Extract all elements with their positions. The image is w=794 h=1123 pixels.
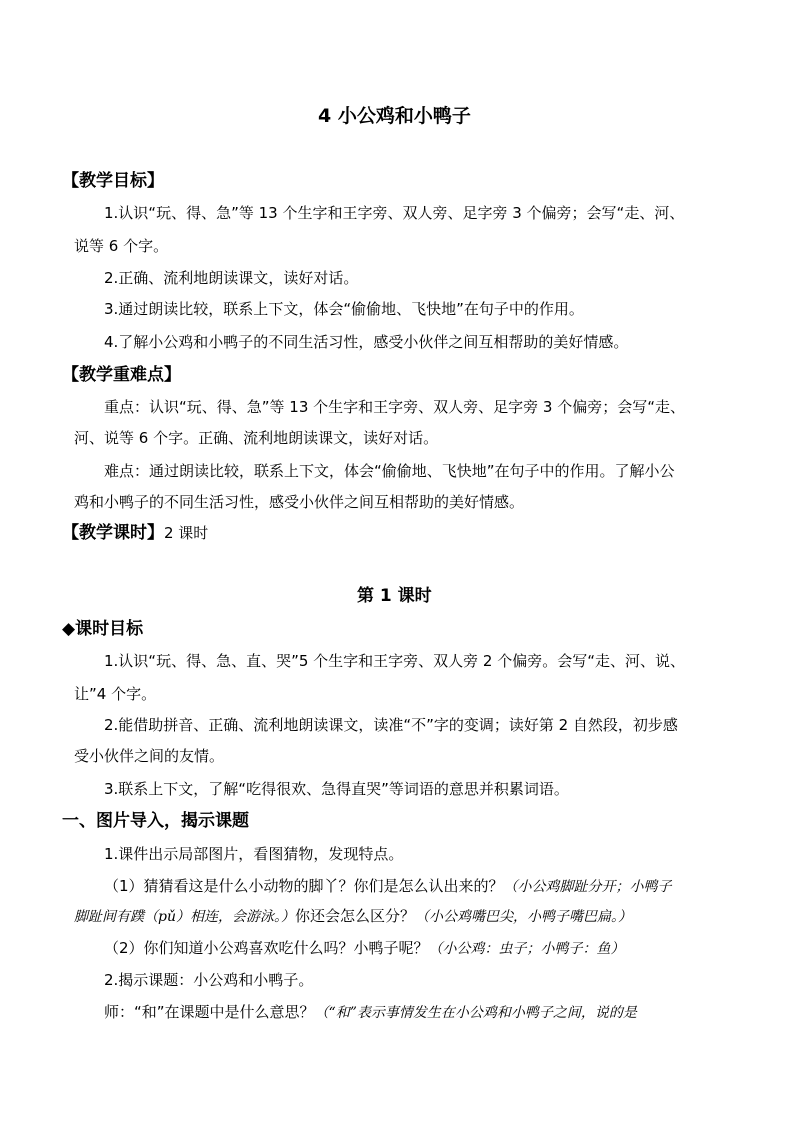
- objectives-heading: 【教学目标】: [62, 171, 164, 191]
- part1-step: 1.课件出示局部图片，看图猜物，发现特点。: [104, 845, 404, 863]
- period-goal-line: 让”4 个字。: [74, 685, 157, 703]
- answer-note: 脚趾间有蹼（pǔ）相连，会游泳。）: [74, 909, 295, 925]
- objective-item: 3.通过朗读比较，联系上下文，体会“偷偷地、飞快地”在句子中的作用。: [104, 300, 584, 318]
- question-line: [104, 876, 672, 897]
- objective-item: 1.认识“玩、得、急”等 13 个生字和王字旁、双人旁、足字旁 3 个偏旁；会写“走、河、: [104, 204, 685, 222]
- objective-item: 2.正确、流利地朗读课文，读好对话。: [104, 269, 359, 287]
- question-line: [74, 906, 632, 927]
- key-point-line: 鸡和小鸭子的不同生活习性，感受小伙伴之间互相帮助的美好情感。: [74, 493, 525, 511]
- answer-note: （小公鸡：虫子；小鸭子：鱼）: [428, 941, 625, 957]
- key-point-line: 河、说等 6 个字。正确、流利地朗读课文，读好对话。: [74, 429, 439, 447]
- objective-item: 说等 6 个字。: [74, 237, 169, 255]
- question-text: 你还会怎么区分？: [294, 907, 415, 925]
- hours-line: [62, 522, 208, 544]
- answer-note: （小公鸡脚趾分开；小鸭子: [503, 879, 672, 895]
- question-text: （1）猜猜看这是什么小动物的脚丫？你们是怎么认出来的？: [104, 877, 504, 895]
- question-line: [104, 938, 625, 959]
- teacher-line: [104, 1002, 637, 1023]
- hours-heading: 【教学课时】: [62, 523, 164, 543]
- answer-note: （小公鸡嘴巴尖，小鸭子嘴巴扁。）: [415, 909, 632, 925]
- period-goal-line: 受小伙伴之间的友情。: [74, 747, 225, 765]
- period-goal-line: 1.认识“玩、得、急、直、哭”5 个生字和王字旁、双人旁 2 个偏旁。会写“走、河、说、: [104, 652, 686, 670]
- period-goals-heading: ◆课时目标: [62, 619, 144, 639]
- period-title: 第 1 课时: [357, 586, 432, 606]
- question-text: （2）你们知道小公鸡喜欢吃什么吗？小鸭子呢？: [104, 939, 429, 957]
- part1-step: 2.揭示课题：小公鸡和小鸭子。: [104, 971, 314, 989]
- objective-item: 4.了解小公鸡和小鸭子的不同生活习性，感受小伙伴之间互相帮助的美好情感。: [104, 333, 629, 351]
- key-points-heading: 【教学重难点】: [62, 365, 181, 385]
- lesson-title: 4 小公鸡和小鸭子: [318, 105, 471, 127]
- answer-note: （“和”表示事情发生在小公鸡和小鸭子之间，说的是: [314, 1005, 637, 1021]
- key-point-line: 难点：通过朗读比较，联系上下文，体会“偷偷地、飞快地”在句子中的作用。了解小公: [104, 462, 675, 480]
- part1-heading: 一、图片导入，揭示课题: [62, 811, 249, 831]
- teacher-text: 师：“和”在课题中是什么意思？: [104, 1003, 315, 1021]
- hours-value: 2 课时: [164, 524, 209, 542]
- period-goal-line: 3.联系上下文，了解“吃得很欢、急得直哭”等词语的意思并积累词语。: [104, 780, 569, 798]
- period-goal-line: 2.能借助拼音、正确、流利地朗读课文，读准“不”字的变调；读好第 2 自然段，初步感: [104, 716, 678, 734]
- key-point-line: 重点：认识“玩、得、急”等 13 个生字和王字旁、双人旁、足字旁 3 个偏旁；会写“走、: [104, 398, 686, 416]
